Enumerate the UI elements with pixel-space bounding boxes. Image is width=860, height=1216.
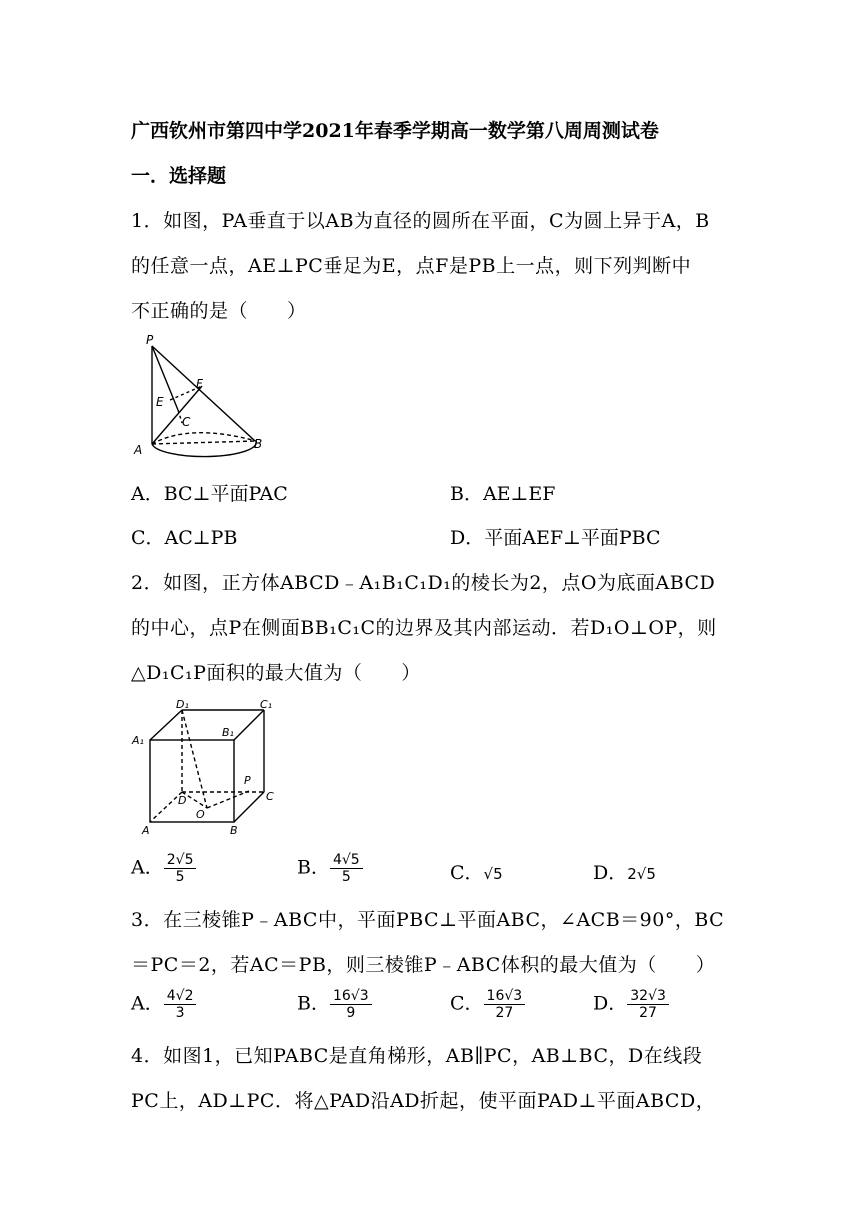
q2-option-c	[450, 858, 503, 885]
q1-label-p: P	[146, 333, 154, 347]
q3-option-d	[593, 988, 669, 1021]
q3-option-c-label: C．	[450, 992, 484, 1015]
q2-option-b	[297, 852, 363, 885]
q1-option-c: C．AC⊥PB	[131, 527, 238, 549]
q2-label-c: C	[266, 790, 274, 803]
q3-line1: 3．在三棱锥P﹣ABC中，平面PBC⊥平面ABC，∠ACB＝90°，BC	[131, 909, 725, 931]
q2-figure	[130, 696, 280, 838]
numerator: 4√2	[164, 988, 197, 1005]
q2-label-d1: D₁	[176, 698, 189, 711]
q2-label-d: D	[178, 794, 187, 807]
q2-option-c-value: √5	[483, 865, 503, 883]
denominator: 27	[639, 1005, 657, 1021]
q3-option-b	[297, 988, 372, 1021]
q1-option-d: D．平面AEF⊥平面PBC	[450, 527, 661, 549]
q2-option-c-label: C．	[450, 862, 484, 884]
q2-option-b-fraction	[330, 852, 363, 885]
numerator: 2√5	[164, 852, 197, 869]
numerator: 4√5	[330, 852, 363, 869]
q3-option-d-label: D．	[593, 992, 628, 1015]
q3-option-b-fraction	[330, 988, 372, 1021]
q2-line3: △D₁C₁P面积的最大值为（ ）	[131, 662, 421, 684]
q3-option-c-fraction	[484, 988, 526, 1021]
q2-option-d	[593, 858, 656, 885]
section-heading: 一．选择题	[131, 165, 227, 187]
q1-label-e: E	[156, 395, 164, 409]
q1-figure	[130, 328, 270, 460]
q2-line2: 的中心，点P在侧面BB₁C₁C的边界及其内部运动．若D₁O⊥OP，则	[131, 617, 717, 639]
q2-line1: 2．如图，正方体ABCD﹣A₁B₁C₁D₁的棱长为2，点O为底面ABCD	[131, 572, 716, 594]
q1-line1: 1．如图，PA垂直于以AB为直径的圆所在平面，C为圆上异于A，B	[131, 210, 710, 232]
numerator: 32√3	[627, 988, 669, 1005]
q3-option-a-fraction	[164, 988, 197, 1021]
denominator: 3	[175, 1005, 185, 1021]
denominator: 9	[346, 1005, 356, 1021]
q1-line3: 不正确的是（ ）	[131, 300, 307, 322]
q1-line2: 的任意一点，AE⊥PC垂足为E，点F是PB上一点，则下列判断中	[131, 255, 692, 277]
numerator: 16√3	[484, 988, 526, 1005]
q1-label-c: C	[182, 415, 191, 429]
q3-option-c	[450, 988, 525, 1021]
denominator: 27	[495, 1005, 514, 1021]
q1-option-a: A．BC⊥平面PAC	[131, 483, 288, 505]
q1-label-f: F	[196, 377, 203, 391]
document-title: 广西钦州市第四中学2021年春季学期高一数学第八周周测试卷	[131, 120, 659, 142]
q1-option-b: B．AE⊥EF	[450, 483, 556, 505]
q3-option-a	[131, 988, 196, 1021]
q2-label-a: A	[142, 824, 150, 837]
q2-option-d-value: 2√5	[627, 865, 656, 883]
q2-label-b: B	[230, 824, 238, 837]
numerator: 16√3	[330, 988, 372, 1005]
q4-line1: 4．如图1，已知PABC是直角梯形，AB∥PC，AB⊥BC，D在线段	[131, 1045, 703, 1067]
q2-label-a1: A₁	[132, 734, 144, 747]
q1-label-b: B	[254, 437, 263, 451]
q2-label-c1: C₁	[260, 698, 273, 711]
q1-label-a: A	[134, 443, 143, 457]
q4-line2: PC上，AD⊥PC．将△PAD沿AD折起，使平面PAD⊥平面ABCD，	[131, 1090, 716, 1112]
q3-option-b-label: B．	[297, 992, 330, 1015]
q3-line2: ＝PC＝2，若AC＝PB，则三棱锥P﹣ABC体积的最大值为（ ）	[131, 954, 716, 976]
denominator: 5	[341, 869, 351, 885]
q2-option-d-label: D．	[593, 862, 628, 884]
q2-option-b-label: B．	[297, 856, 330, 879]
q2-label-b1: B₁	[222, 726, 234, 739]
q2-option-a-fraction	[164, 852, 197, 885]
q2-label-p: P	[244, 774, 251, 787]
q3-option-d-fraction	[627, 988, 669, 1021]
q2-option-a	[131, 852, 196, 885]
denominator: 5	[175, 869, 185, 885]
q2-label-o: O	[196, 808, 205, 821]
q2-option-a-label: A．	[131, 856, 164, 879]
q3-option-a-label: A．	[131, 992, 164, 1015]
